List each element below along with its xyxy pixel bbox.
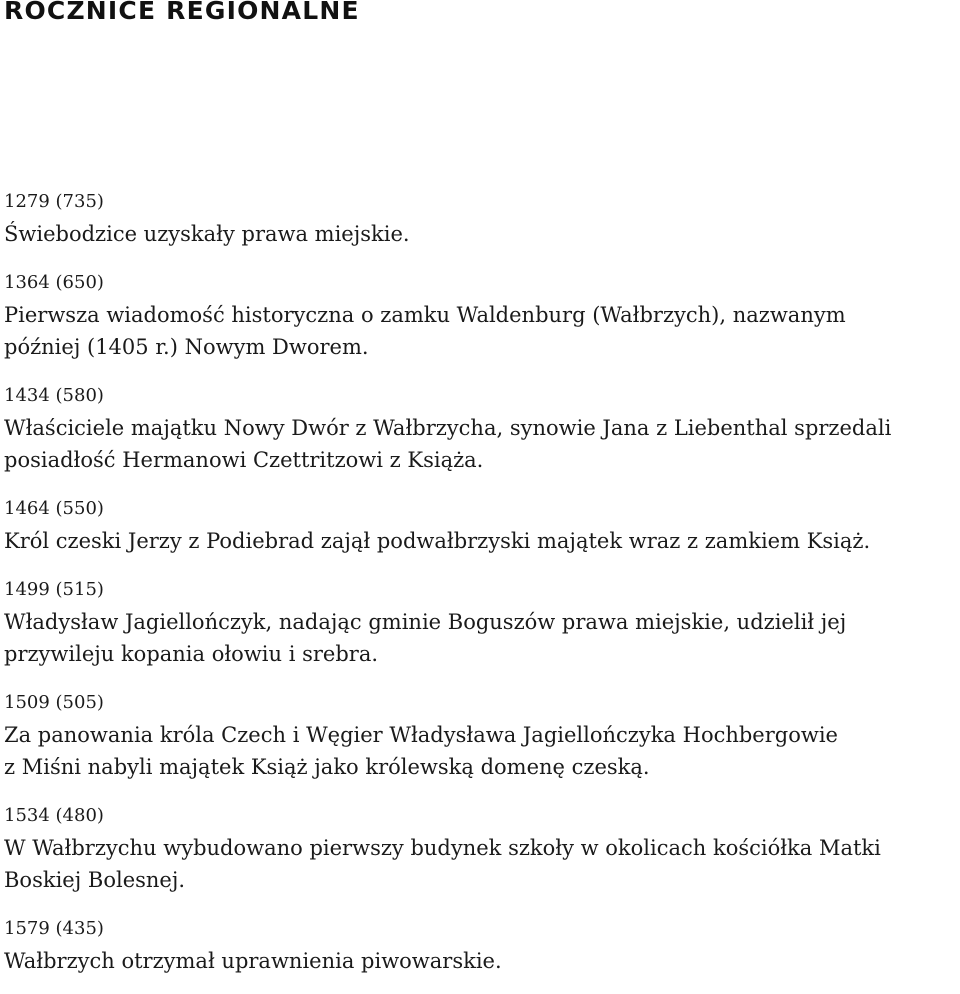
- entry-year: 1509 (505): [4, 692, 104, 713]
- page-title: ROCZNICE REGIONALNE: [4, 0, 360, 25]
- entry-line: przywileju kopania ołowiu i srebra.: [4, 642, 379, 666]
- anniversary-list: [4, 186, 956, 994]
- entry-line: Boskiej Bolesnej.: [4, 868, 186, 892]
- list-item: [4, 800, 956, 896]
- entry-year: 1434 (580): [4, 385, 104, 406]
- entry-line: Wałbrzych otrzymał uprawnienia piwowarskie.: [4, 949, 502, 973]
- entry-year: 1364 (650): [4, 272, 104, 293]
- list-item: [4, 493, 956, 557]
- list-item: [4, 267, 956, 363]
- list-item: [4, 186, 956, 250]
- entry-line: posiadłość Hermanowi Czettritzowi z Książa.: [4, 448, 484, 472]
- list-item: [4, 574, 956, 670]
- list-item: [4, 687, 956, 783]
- entry-year: 1279 (735): [4, 191, 104, 212]
- list-item: [4, 380, 956, 476]
- entry-line: później (1405 r.) Nowym Dworem.: [4, 335, 369, 359]
- entry-line: Za panowania króla Czech i Węgier Władysława Jagiellończyka Hochbergowie: [4, 723, 838, 747]
- entry-year: 1534 (480): [4, 805, 104, 826]
- entry-line: Władysław Jagiellończyk, nadając gminie Boguszów prawa miejskie, udzielił jej: [4, 610, 847, 634]
- entry-year: 1464 (550): [4, 498, 104, 519]
- entry-line: Świebodzice uzyskały prawa miejskie.: [4, 222, 410, 246]
- entry-line: Król czeski Jerzy z Podiebrad zajął podwałbrzyski majątek wraz z zamkiem Książ.: [4, 529, 871, 553]
- entry-year: 1499 (515): [4, 579, 104, 600]
- list-item: [4, 913, 956, 977]
- entry-line: Właściciele majątku Nowy Dwór z Wałbrzycha, synowie Jana z Liebenthal sprzedali: [4, 416, 892, 440]
- entry-line: z Miśni nabyli majątek Książ jako królewską domenę czeską.: [4, 755, 650, 779]
- entry-line: Pierwsza wiadomość historyczna o zamku Waldenburg (Wałbrzych), nazwanym: [4, 303, 846, 327]
- entry-year: 1579 (435): [4, 918, 104, 939]
- entry-line: W Wałbrzychu wybudowano pierwszy budynek szkoły w okolicach kościółka Matki: [4, 836, 881, 860]
